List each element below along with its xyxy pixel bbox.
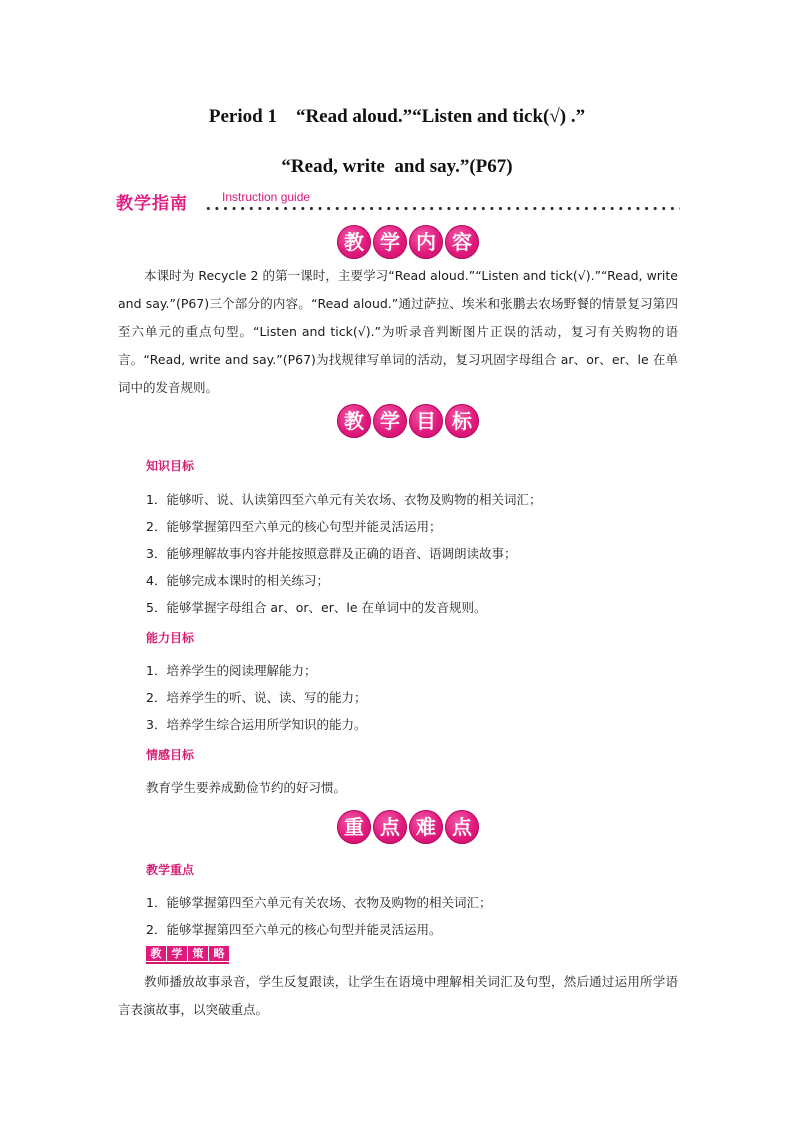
badge-char: 教 bbox=[337, 404, 371, 438]
badge-char: 学 bbox=[373, 404, 407, 438]
list-item: 3．培养学生综合运用所学知识的能力。 bbox=[146, 717, 367, 732]
list-item: 2．能够掌握第四至六单元的核心句型并能灵活运用； bbox=[146, 519, 442, 534]
emotion-goals-heading: 情感目标 bbox=[146, 748, 195, 762]
teaching-strategy-label bbox=[146, 946, 229, 964]
lesson-title-line-2: “Read, write and say.”(P67) bbox=[281, 156, 513, 177]
badge-char: 学 bbox=[373, 225, 407, 259]
content-paragraph: 本课时为 Recycle 2 的第一课时，主要学习“Read aloud.”“Listen and tick(√).”“Read, write and say.”(P67)三个部分的内容。“Read aloud.”通过萨拉、埃米和张鹏去农场野餐的情景复习第四至六单元的重点句型。“Listen and tick(√).”为听录音判断图片正误的活动，复习有关购物的语言。“Read, write and say.”(P67)为找规律写单词的活动，复习巩固字母组合 ar、or、er、le 在单词中的发音规则。 bbox=[118, 268, 678, 395]
ability-goals-heading: 能力目标 bbox=[146, 631, 195, 645]
badge-char: 教 bbox=[337, 225, 371, 259]
badge-char: 标 bbox=[445, 404, 479, 438]
badge-char: 重 bbox=[337, 810, 371, 844]
guide-title-en: Instruction guide bbox=[222, 190, 311, 204]
list-item: 1．培养学生的阅读理解能力； bbox=[146, 663, 317, 678]
guide-title-cn: 教学指南 bbox=[116, 194, 188, 214]
list-item: 5．能够掌握字母组合 ar、or、er、le 在单词中的发音规则。 bbox=[146, 600, 487, 615]
badge-char: 点 bbox=[373, 810, 407, 844]
instruction-guide-header bbox=[116, 189, 680, 215]
teaching-focus-heading: 教学重点 bbox=[146, 863, 195, 877]
badge-char: 难 bbox=[409, 810, 443, 844]
strategy-char: 略 bbox=[209, 946, 229, 961]
list-item: 2．培养学生的听、说、读、写的能力； bbox=[146, 690, 367, 705]
badge-key-points bbox=[337, 810, 479, 844]
list-item: 3．能够理解故事内容并能按照意群及正确的语音、语调朗读故事； bbox=[146, 546, 517, 561]
list-item: 4．能够完成本课时的相关练习； bbox=[146, 573, 329, 588]
emotion-goals-text: 教育学生要养成勤俭节约的好习惯。 bbox=[146, 780, 347, 795]
badge-char: 目 bbox=[409, 404, 443, 438]
strategy-char: 策 bbox=[188, 946, 208, 961]
list-item: 1．能够掌握第四至六单元有关农场、衣物及购物的相关词汇； bbox=[146, 895, 492, 910]
strategy-char: 学 bbox=[167, 946, 187, 961]
badge-teaching-goals bbox=[337, 404, 479, 438]
dotted-divider bbox=[204, 206, 680, 211]
badge-char: 点 bbox=[445, 810, 479, 844]
badge-teaching-content bbox=[337, 225, 479, 259]
badge-char: 容 bbox=[445, 225, 479, 259]
strategy-char: 教 bbox=[146, 946, 166, 961]
list-item: 1．能够听、说、认读第四至六单元有关农场、衣物及购物的相关词汇； bbox=[146, 492, 542, 507]
knowledge-goals-heading: 知识目标 bbox=[146, 459, 195, 473]
badge-char: 内 bbox=[409, 225, 443, 259]
strategy-paragraph: 教师播放故事录音，学生反复跟读，让学生在语境中理解相关词汇及句型，然后通过运用所学语言表演故事，以突破重点。 bbox=[118, 974, 678, 1017]
list-item: 2．能够掌握第四至六单元的核心句型并能灵活运用。 bbox=[146, 922, 442, 937]
lesson-title-line-1: Period 1 “Read aloud.”“Listen and tick(√) .” bbox=[208, 106, 586, 127]
